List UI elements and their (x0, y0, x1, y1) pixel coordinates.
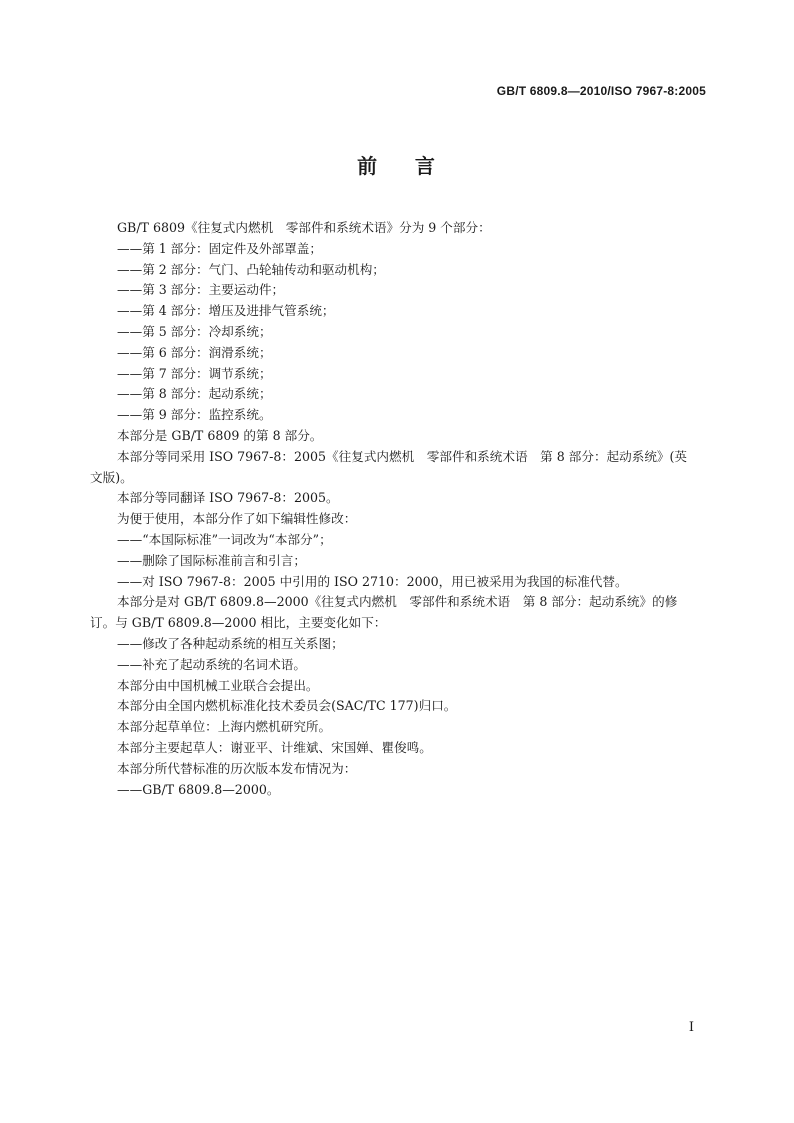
list-item: ——第 1 部分：固定件及外部罩盖； (117, 240, 322, 256)
list-item: ——第 9 部分：监控系统。 (117, 407, 272, 423)
paragraph-line: 订。与 GB/T 6809.8—2000 相比，主要变化如下： (90, 615, 387, 631)
list-item: ——对 ISO 7967-8：2005 中引用的 ISO 2710：2000，用已被采用为我国的标准代替。 (117, 573, 628, 589)
list-item: ——第 8 部分：起动系统； (117, 386, 272, 402)
paragraph-line: 为便于使用，本部分作了如下编辑性修改： (117, 511, 357, 527)
paragraph-line: 本部分起草单位：上海内燃机研究所。 (117, 719, 332, 735)
paragraph-line: 本部分主要起草人：谢亚平、计维斌、宋国婵、瞿俊鸣。 (117, 739, 432, 755)
list-item: ——第 6 部分：润滑系统； (117, 344, 272, 360)
list-item: ——第 5 部分：冷却系统； (117, 323, 272, 339)
list-item: ——补充了起动系统的名词术语。 (117, 656, 306, 672)
page-number: I (688, 1020, 694, 1035)
paragraph-line: 本部分由中国机械工业联合会提出。 (117, 677, 319, 693)
list-item: ——第 3 部分：主要运动件； (117, 282, 285, 298)
paragraph-line: 本部分由全国内燃机标准化技术委员会(SAC/TC 177)归口。 (117, 698, 457, 714)
paragraph-line: 文版)。 (90, 469, 133, 485)
standard-number-header: GB/T 6809.8—2010/ISO 7967-8:2005 (496, 84, 706, 98)
list-item: ——“本国际标准”一词改为“本部分”； (117, 531, 332, 547)
list-item: ——GB/T 6809.8—2000。 (117, 781, 280, 797)
paragraph-line: 本部分等同翻译 ISO 7967-8：2005。 (117, 490, 339, 506)
paragraph-line: GB/T 6809《往复式内燃机 零部件和系统术语》分为 9 个部分： (117, 220, 491, 235)
list-item: ——删除了国际标准前言和引言； (117, 552, 306, 568)
paragraph-line: 本部分所代替标准的历次版本发布情况为： (117, 760, 357, 776)
paragraph-line: 本部分等同采用 ISO 7967-8：2005《往复式内燃机 零部件和系统术语 第 8 部分：起动系统》(英 (117, 448, 688, 464)
list-item: ——第 2 部分：气门、凸轮轴传动和驱动机构； (117, 261, 385, 277)
paragraph-line: 本部分是对 GB/T 6809.8—2000《往复式内燃机 零部件和系统术语 第 8 部分：起动系统》的修 (117, 594, 678, 610)
foreword-body (90, 218, 706, 800)
paragraph-line: 本部分是 GB/T 6809 的第 8 部分。 (117, 427, 323, 443)
list-item: ——第 4 部分：增压及进排气管系统； (117, 303, 335, 319)
page-title: 前 言 (357, 154, 437, 178)
list-item: ——第 7 部分：调节系统； (117, 365, 272, 381)
list-item: ——修改了各种起动系统的相互关系图； (117, 635, 344, 651)
